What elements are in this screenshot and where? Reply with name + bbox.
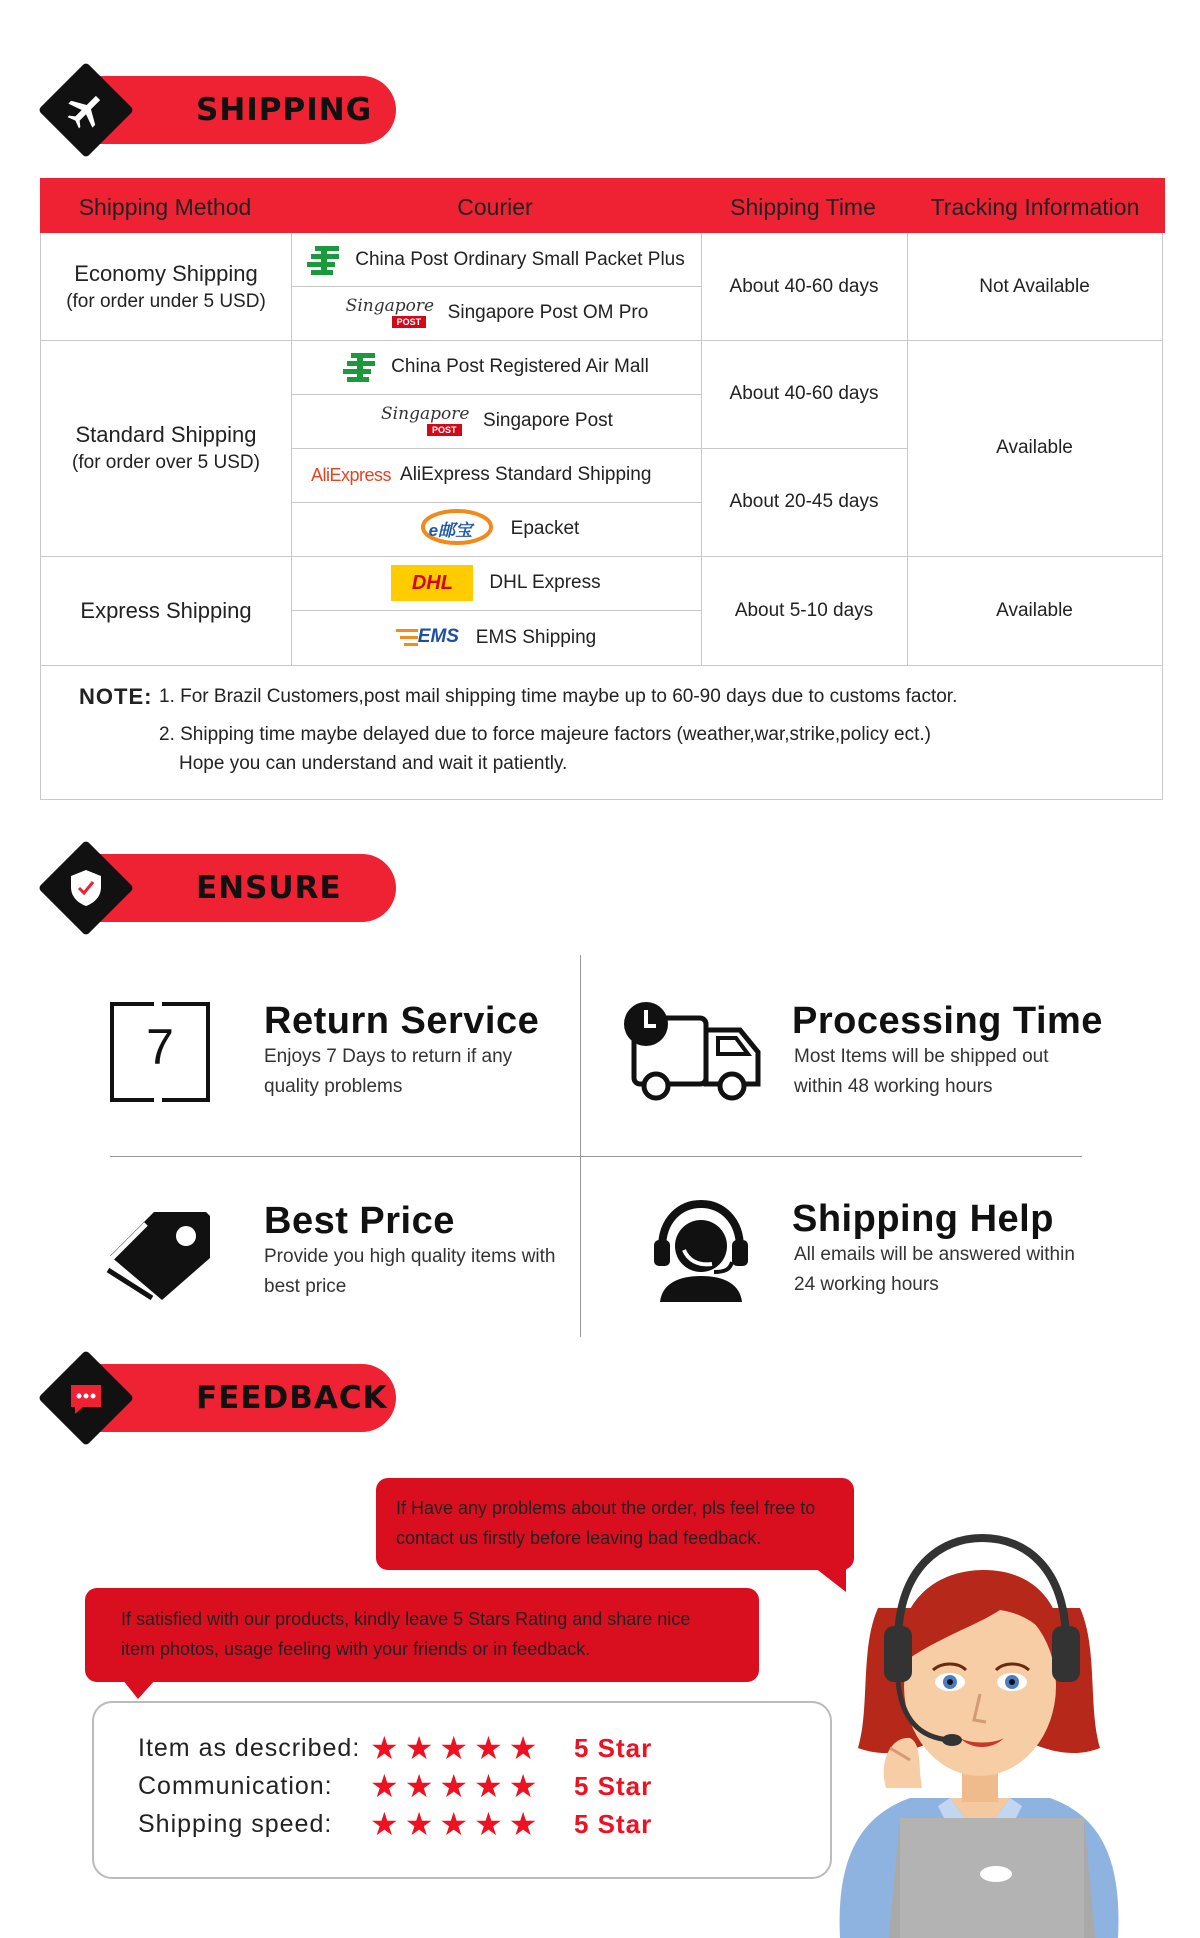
method-name: Express Shipping (80, 597, 252, 623)
singapore-post-logo-tag: POST (392, 316, 427, 328)
calendar-icon (110, 1002, 210, 1102)
shipping-note (41, 666, 1162, 800)
return-service (110, 1000, 570, 1110)
rating-row (138, 1767, 652, 1805)
courier-row (291, 502, 701, 556)
feedback-title: FEEDBACK (196, 1380, 388, 1416)
time-cell: About 40-60 days (729, 383, 879, 404)
courier-name: Epacket (510, 518, 580, 539)
bubble-text: If Have any problems about the order, pls feel free to contact us firstly before leaving bad feedback. (396, 1498, 816, 1548)
ems-logo-icon (396, 625, 466, 651)
delivery-truck-icon (622, 1000, 764, 1104)
ensure-desc: Most Items will be shipped out within 48 working hours (794, 1046, 1049, 1097)
feedback-banner (38, 1350, 396, 1446)
note-line: 1. For Brazil Customers,post mail shipping time maybe up to 60-90 days due to customs factor. (159, 686, 958, 707)
courier-row (291, 448, 701, 502)
header-shipping-time: Shipping Time (730, 194, 876, 220)
airplane-icon (52, 76, 120, 144)
courier-row (291, 233, 701, 286)
courier-name: China Post Ordinary Small Packet Plus (355, 248, 685, 270)
star-rating-icon: ★★★★★ (370, 1730, 544, 1766)
method-standard (41, 340, 291, 556)
rating-value: 5 Star (574, 1770, 653, 1801)
singapore-post-logo-text: Singapore (345, 296, 435, 316)
shield-check-icon (52, 854, 120, 922)
star-rating-icon: ★★★★★ (370, 1768, 544, 1804)
time-cell: About 20-45 days (729, 491, 879, 512)
epacket-logo-text: e邮宝 (428, 521, 473, 540)
shipping-help (652, 1198, 1092, 1308)
singapore-post-logo-icon (379, 404, 471, 438)
header-tracking: Tracking Information (930, 194, 1140, 220)
method-name: Standard Shipping (75, 422, 257, 447)
courier-name: DHL Express (489, 572, 601, 593)
courier-row (291, 610, 701, 665)
calendar-tick (154, 1002, 162, 1010)
china-post-logo-icon (307, 244, 343, 276)
rating-row (138, 1805, 652, 1843)
rating-label: Communication: (138, 1771, 333, 1800)
time-cell: About 40-60 days (729, 275, 879, 297)
tracking-cell: Not Available (979, 275, 1090, 297)
courier-row (291, 340, 701, 394)
header-shipping-method: Shipping Method (78, 194, 252, 220)
singapore-post-logo-tag: POST (427, 424, 462, 436)
ensure-title: ENSURE (196, 870, 342, 906)
courier-row (291, 286, 701, 340)
ensure-banner-pill (94, 854, 396, 922)
header-courier: Courier (457, 194, 533, 220)
note-line: Hope you can understand and wait it patiently. (179, 753, 568, 774)
courier-name: AliExpress Standard Shipping (400, 464, 652, 485)
courier-row (291, 556, 701, 610)
shipping-title: SHIPPING (196, 92, 373, 128)
chat-bubble-icon (52, 1364, 120, 1432)
china-post-logo-icon (343, 351, 379, 383)
method-note: (for order over 5 USD) (72, 452, 260, 473)
rating-value: 5 Star (574, 1808, 653, 1839)
ensure-divider (110, 1156, 1082, 1157)
price-tag-icon (106, 1208, 216, 1302)
bubble-tail (122, 1679, 158, 1701)
ensure-divider (580, 955, 581, 1337)
note-line: 2. Shipping time maybe delayed due to force majeure factors (weather,war,strike,policy ect.) (159, 724, 931, 745)
table-header (40, 178, 1165, 233)
feedback-bubble-contact (376, 1478, 854, 1570)
ensure-banner (38, 840, 396, 936)
courier-name: China Post Registered Air Mall (391, 356, 649, 377)
aliexpress-logo-icon: AliExpress (311, 464, 392, 485)
method-express (41, 556, 291, 665)
rating-label: Shipping speed: (138, 1809, 333, 1838)
feedback-banner-pill (94, 1364, 396, 1432)
rating-row (138, 1729, 652, 1767)
bubble-text: If satisfied with our products, kindly leave 5 Stars Rating and share nice item photos, usage feeling with your friends or in feedback. (121, 1609, 691, 1659)
courier-name: EMS Shipping (475, 626, 597, 648)
tracking-cell: Available (996, 599, 1073, 621)
processing-time (622, 1000, 1103, 1110)
courier-name: Singapore Post (483, 410, 613, 431)
dhl-logo-icon: DHL (391, 565, 473, 601)
method-note: (for order under 5 USD) (66, 290, 266, 312)
rating-value: 5 Star (574, 1732, 653, 1763)
time-cell: About 5-10 days (734, 599, 874, 621)
shipping-banner-pill (94, 76, 396, 144)
rating-box (92, 1701, 832, 1879)
shipping-banner (38, 62, 396, 158)
singapore-post-logo-text: Singapore (381, 404, 470, 424)
rating-label: Item as described: (138, 1733, 361, 1762)
ensure-title: Shipping Help (792, 1198, 1054, 1240)
star-rating-icon: ★★★★★ (370, 1806, 544, 1842)
customer-support-icon (652, 1200, 750, 1302)
shipping-table (40, 178, 1163, 800)
ensure-desc: Enjoys 7 Days to return if any quality problems (264, 1046, 513, 1097)
ensure-title: Best Price (264, 1200, 455, 1242)
singapore-post-logo-icon (344, 296, 436, 330)
ensure-title: Return Service (264, 1000, 540, 1042)
note-label: NOTE: (79, 684, 153, 709)
tracking-cell: Available (996, 437, 1073, 458)
courier-name: Singapore Post OM Pro (447, 302, 649, 323)
method-economy (41, 233, 291, 340)
support-agent-illustration (800, 1498, 1140, 1938)
calendar-number: 7 (146, 1019, 174, 1075)
ems-logo-text: EMS (417, 625, 459, 647)
courier-row (291, 394, 701, 448)
best-price (106, 1200, 576, 1310)
ensure-desc: All emails will be answered within 24 working hours (794, 1244, 1075, 1295)
feedback-bubble-rating (85, 1588, 759, 1682)
ensure-title: Processing Time (792, 1000, 1103, 1042)
ensure-desc: Provide you high quality items with best price (264, 1246, 556, 1297)
method-name: Economy Shipping (74, 260, 258, 286)
epacket-logo-icon (413, 507, 495, 551)
calendar-tick (154, 1094, 162, 1102)
